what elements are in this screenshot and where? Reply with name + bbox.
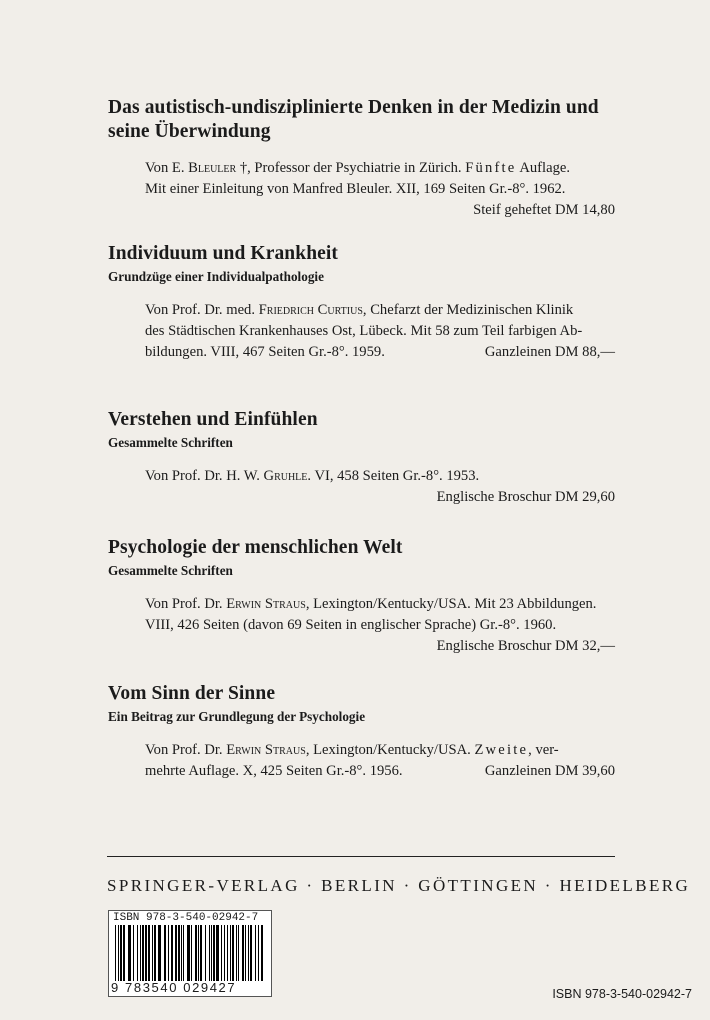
book-entry — [108, 682, 615, 782]
author-name: Erwin Straus — [226, 596, 306, 612]
isbn-number: ISBN 978-3-540-02942-7 — [552, 987, 692, 1001]
book-description — [145, 594, 615, 657]
barcode-isbn-label: ISBN 978-3-540-02942-7 — [113, 912, 259, 924]
book-title: Psychologie der menschlichen Welt — [108, 537, 403, 558]
description-line: Von Prof. Dr. med. Friedrich Curtius, Chefarzt der Medizinischen Klinik — [145, 302, 574, 318]
description-line: Von Prof. Dr. Erwin Straus, Lexington/Kentucky/USA. Mit 23 Abbildungen. — [145, 596, 597, 612]
book-title: Das autistisch-undisziplinierte Denken in der Medizin und seine Überwindung — [108, 97, 599, 142]
barcode-digits: 9 783540 029427 — [111, 980, 237, 995]
author-name: Erwin Straus — [226, 742, 306, 758]
edition-label: Zweite — [474, 742, 529, 758]
book-description — [145, 158, 615, 221]
book-title: Verstehen und Einfühlen — [108, 409, 318, 430]
description-line: Von E. Bleuler †, Professor der Psychiatrie in Zürich. Fünfte Auflage. — [145, 160, 570, 176]
book-price: Englische Broschur DM 29,60 — [436, 489, 615, 505]
book-entry — [108, 536, 615, 657]
book-title: Individuum und Krankheit — [108, 243, 339, 264]
book-price: Ganzleinen DM 39,60 — [484, 763, 615, 779]
book-subtitle: Gesammelte Schriften — [108, 563, 233, 578]
publisher-imprint: SPRINGER-VERLAG · BERLIN · GÖTTINGEN · HEIDELBERG — [107, 876, 691, 895]
book-description — [145, 300, 615, 363]
description-line: bildungen. VIII, 467 Seiten Gr.-8°. 1959. Ganzleinen DM 88,— — [145, 342, 615, 363]
book-subtitle: Ein Beitrag zur Grundlegung der Psychologie — [108, 709, 366, 724]
description-line: des Städtischen Krankenhauses Ost, Lübeck. Mit 58 zum Teil farbigen Ab- — [145, 323, 583, 339]
author-name: Gruhle — [263, 468, 308, 484]
description-line: Von Prof. Dr. H. W. Gruhle. VI, 458 Seiten Gr.-8°. 1953. — [145, 468, 480, 484]
book-subtitle: Gesammelte Schriften — [108, 435, 233, 450]
description-line: mehrte Auflage. X, 425 Seiten Gr.-8°. 1956. Ganzleinen DM 39,60 — [145, 761, 615, 782]
book-price: Steif geheftet DM 14,80 — [473, 202, 615, 218]
book-description — [145, 466, 615, 508]
book-price: Englische Broschur DM 32,— — [436, 638, 615, 654]
divider-rule — [107, 856, 615, 857]
barcode-bars — [113, 925, 267, 981]
author-name: Bleuler — [188, 160, 237, 176]
barcode — [108, 910, 272, 997]
edition-label: Fünfte — [465, 160, 517, 176]
book-entry — [108, 96, 615, 221]
description-line: Mit einer Einleitung von Manfred Bleuler. XII, 169 Seiten Gr.-8°. 1962. — [145, 181, 566, 197]
book-title: Vom Sinn der Sinne — [108, 683, 276, 704]
description-line: VIII, 426 Seiten (davon 69 Seiten in englischer Sprache) Gr.-8°. 1960. — [145, 617, 557, 633]
book-subtitle: Grundzüge einer Individualpathologie — [108, 269, 324, 284]
author-name: Friedrich Curtius — [258, 302, 363, 318]
book-description — [145, 740, 615, 782]
book-entry — [108, 408, 615, 508]
book-entry — [108, 242, 615, 363]
description-line: Von Prof. Dr. Erwin Straus, Lexington/Kentucky/USA. Zweite, ver- — [145, 742, 559, 758]
book-price: Ganzleinen DM 88,— — [484, 344, 615, 360]
